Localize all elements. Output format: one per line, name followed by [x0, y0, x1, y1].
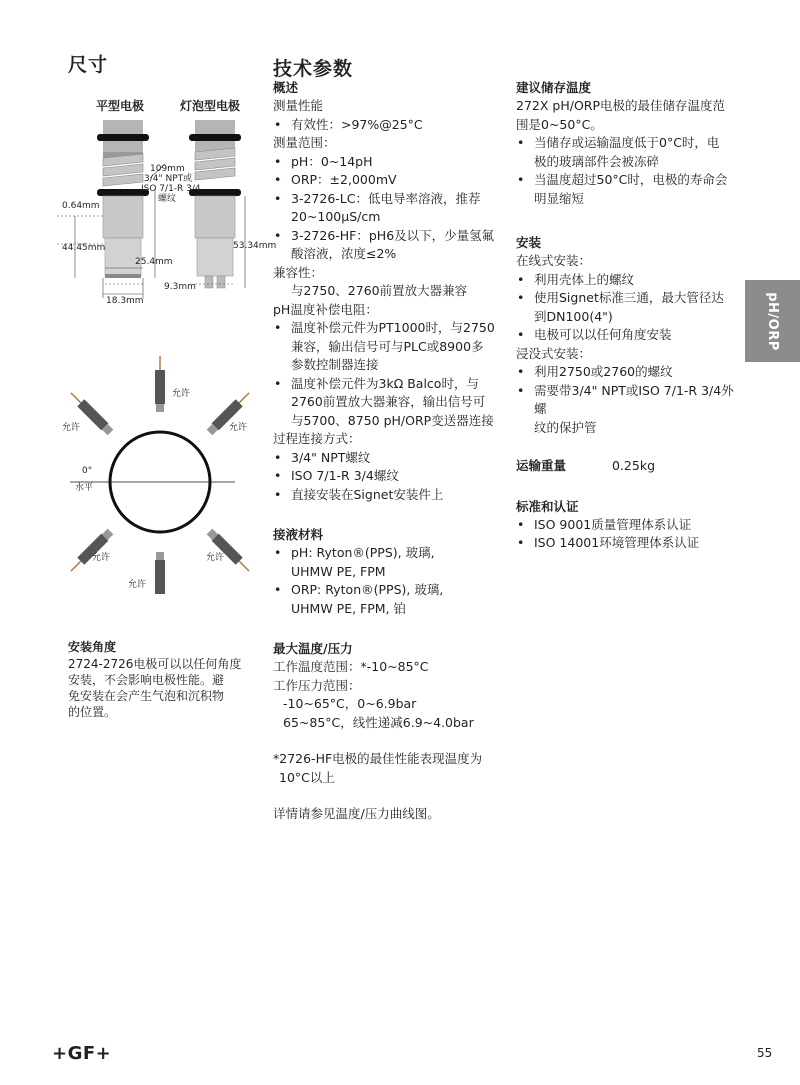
side-tab-label: pH/ORP: [765, 291, 780, 351]
dimensions-title: 尺寸: [68, 54, 109, 76]
work-press: 工作压力范围：: [273, 677, 361, 693]
allow-label-lower-right: 允许: [206, 553, 225, 563]
gf-logo: +GF+: [52, 1043, 112, 1064]
storage-heading: 建议储存温度: [516, 80, 592, 95]
ptc-balco: • 温度补偿元件为3kΩ Balco时，与 2760前置放大器兼容，输出信号可 与5700、8750 pH/ORP变送器连接: [273, 375, 505, 431]
dim-25-4mm: 25.4mm: [135, 257, 173, 267]
dim-109mm: 109mm: [150, 164, 185, 174]
standards-heading: 标准和认证: [516, 498, 579, 514]
dim-44-45mm: 44.45mm: [62, 243, 106, 253]
allow-label-right: 允许: [229, 423, 248, 433]
shipping-label: 运输重量: [516, 458, 567, 473]
dim-thread: 螺纹: [158, 194, 177, 204]
horizontal-label: 水平: [75, 483, 94, 493]
submersion-thread: • 利用2750或2760的螺纹: [516, 363, 742, 382]
max-temp-press-heading: 最大温度/压力: [273, 641, 353, 656]
process-label: 过程连接方式：: [273, 431, 361, 446]
note-line-2: 10°C以上: [279, 769, 335, 785]
dim-npt: 3/4" NPT或: [144, 174, 193, 184]
install-angle-line-1: 2724-2726电极可以以任何角度: [68, 657, 242, 671]
storage-above-50: • 当温度超过50°C时，电极的寿命会 明显缩短: [516, 171, 742, 208]
range-lc: • 3-2726-LC：低电导率溶液，推荐 20~100μS/cm: [273, 190, 505, 227]
allow-label-top: 允许: [172, 389, 191, 399]
inline-any-angle: • 电极可以以任何角度安装: [516, 326, 742, 345]
process-npt: • 3/4" NPT螺纹: [273, 449, 505, 468]
bulb-electrode-shape: [189, 120, 241, 288]
measure-performance: 测量性能: [273, 98, 324, 113]
inline-label: 在线式安装：: [516, 253, 592, 268]
allow-label-lower-left: 允许: [92, 553, 111, 563]
overview-heading: 概述: [273, 80, 299, 95]
wetted-heading: 接液材料: [273, 527, 324, 542]
compat-text: 与2750、2760前置放大器兼容: [291, 283, 468, 298]
zero-degree-label: 0°: [82, 466, 93, 476]
storage-line-2: 围是0~50°C。: [516, 116, 603, 132]
flat-electrode-shape: [97, 120, 149, 278]
standard-iso14001: • ISO 14001环境管理体系认证: [516, 534, 742, 553]
validity-item: • 有效性：>97%@25°C: [273, 116, 505, 135]
range-orp: • ORP：±2,000mV: [273, 171, 505, 190]
range-hf: • 3-2726-HF：pH6及以下，少量氢氟 酸溶液，浓度≤2%: [273, 227, 505, 264]
install-angle-section: [68, 638, 258, 720]
process-signet: • 直接安装在Signet安装件上: [273, 486, 505, 505]
tech-spec-column: [273, 79, 505, 824]
allow-label-left: 允许: [62, 423, 81, 433]
install-heading: 安装: [516, 235, 542, 250]
standard-iso9001: • ISO 9001质量管理体系认证: [516, 516, 742, 535]
dim-iso: ISO 7/1-R 3/4: [141, 184, 201, 194]
page-number: 55: [757, 1046, 773, 1060]
press-line-2: 65~85°C，线性递减6.9~4.0bar: [283, 714, 474, 730]
inline-thread: • 利用壳体上的螺纹: [516, 271, 742, 290]
range-label: 测量范围：: [273, 135, 336, 150]
flat-electrode-label: 平型电极: [96, 99, 145, 113]
dim-53-34mm: 53.34mm: [233, 241, 277, 251]
shipping-weight: [516, 457, 742, 476]
right-column: [516, 79, 742, 553]
dim-9-3mm: 9.3mm: [164, 282, 196, 292]
wetted-ph: • pH: Ryton®(PPS), 玻璃, UHMW PE, FPM: [273, 544, 505, 581]
storage-line-1: 272X pH/ORP电极的最佳储存温度范: [516, 98, 726, 113]
range-ph: • pH：0~14pH: [273, 153, 505, 172]
wetted-orp: • ORP: Ryton®(PPS), 玻璃, UHMW PE, FPM, 铂: [273, 581, 505, 618]
install-angle-line-4: 的位置。: [68, 705, 117, 719]
see-curve-text: 详情请参见温度/压力曲线图。: [273, 806, 440, 821]
bulb-electrode-label: 灯泡型电极: [180, 99, 241, 113]
submersion-pipe: • 需要带3/4" NPT或ISO 7/1-R 3/4外螺 纹的保护管: [516, 382, 742, 438]
install-angle-line-2: 安装，不会影响电极性能。避: [68, 673, 225, 687]
install-angle-title: 安装角度: [68, 640, 117, 654]
submersion-label: 浸没式安装：: [516, 345, 592, 361]
ptc-label: pH温度补偿电阻：: [273, 301, 378, 317]
process-iso: • ISO 7/1-R 3/4螺纹: [273, 467, 505, 486]
ptc-pt1000: • 温度补偿元件为PT1000时，与2750 兼容，输出信号可与PLC或8900多 参数控制器连接: [273, 319, 505, 375]
storage-below-zero: • 当储存或运输温度低于0°C时，电 极的玻璃部件会被冻碎: [516, 134, 742, 171]
allow-label-bottom: 允许: [128, 580, 147, 590]
note-line-1: *2726-HF电极的最佳性能表现温度为: [273, 751, 483, 766]
dim-18-3mm: 18.3mm: [106, 296, 144, 306]
inline-tee: • 使用Signet标准三通，最大管径达 到DN100(4"): [516, 289, 742, 326]
dim-0-64mm: 0.64mm: [62, 201, 100, 211]
tech-title: 技术参数: [273, 58, 354, 80]
ph-orp-side-tab: [745, 280, 800, 362]
shipping-value: 0.25kg: [612, 458, 656, 473]
install-angle-line-3: 免安装在会产生气泡和沉积物: [68, 689, 225, 703]
compat-label: 兼容性：: [273, 264, 324, 280]
work-temp: 工作温度范围：*-10~85°C: [273, 659, 429, 674]
press-line-1: -10~65°C，0~6.9bar: [283, 696, 417, 711]
